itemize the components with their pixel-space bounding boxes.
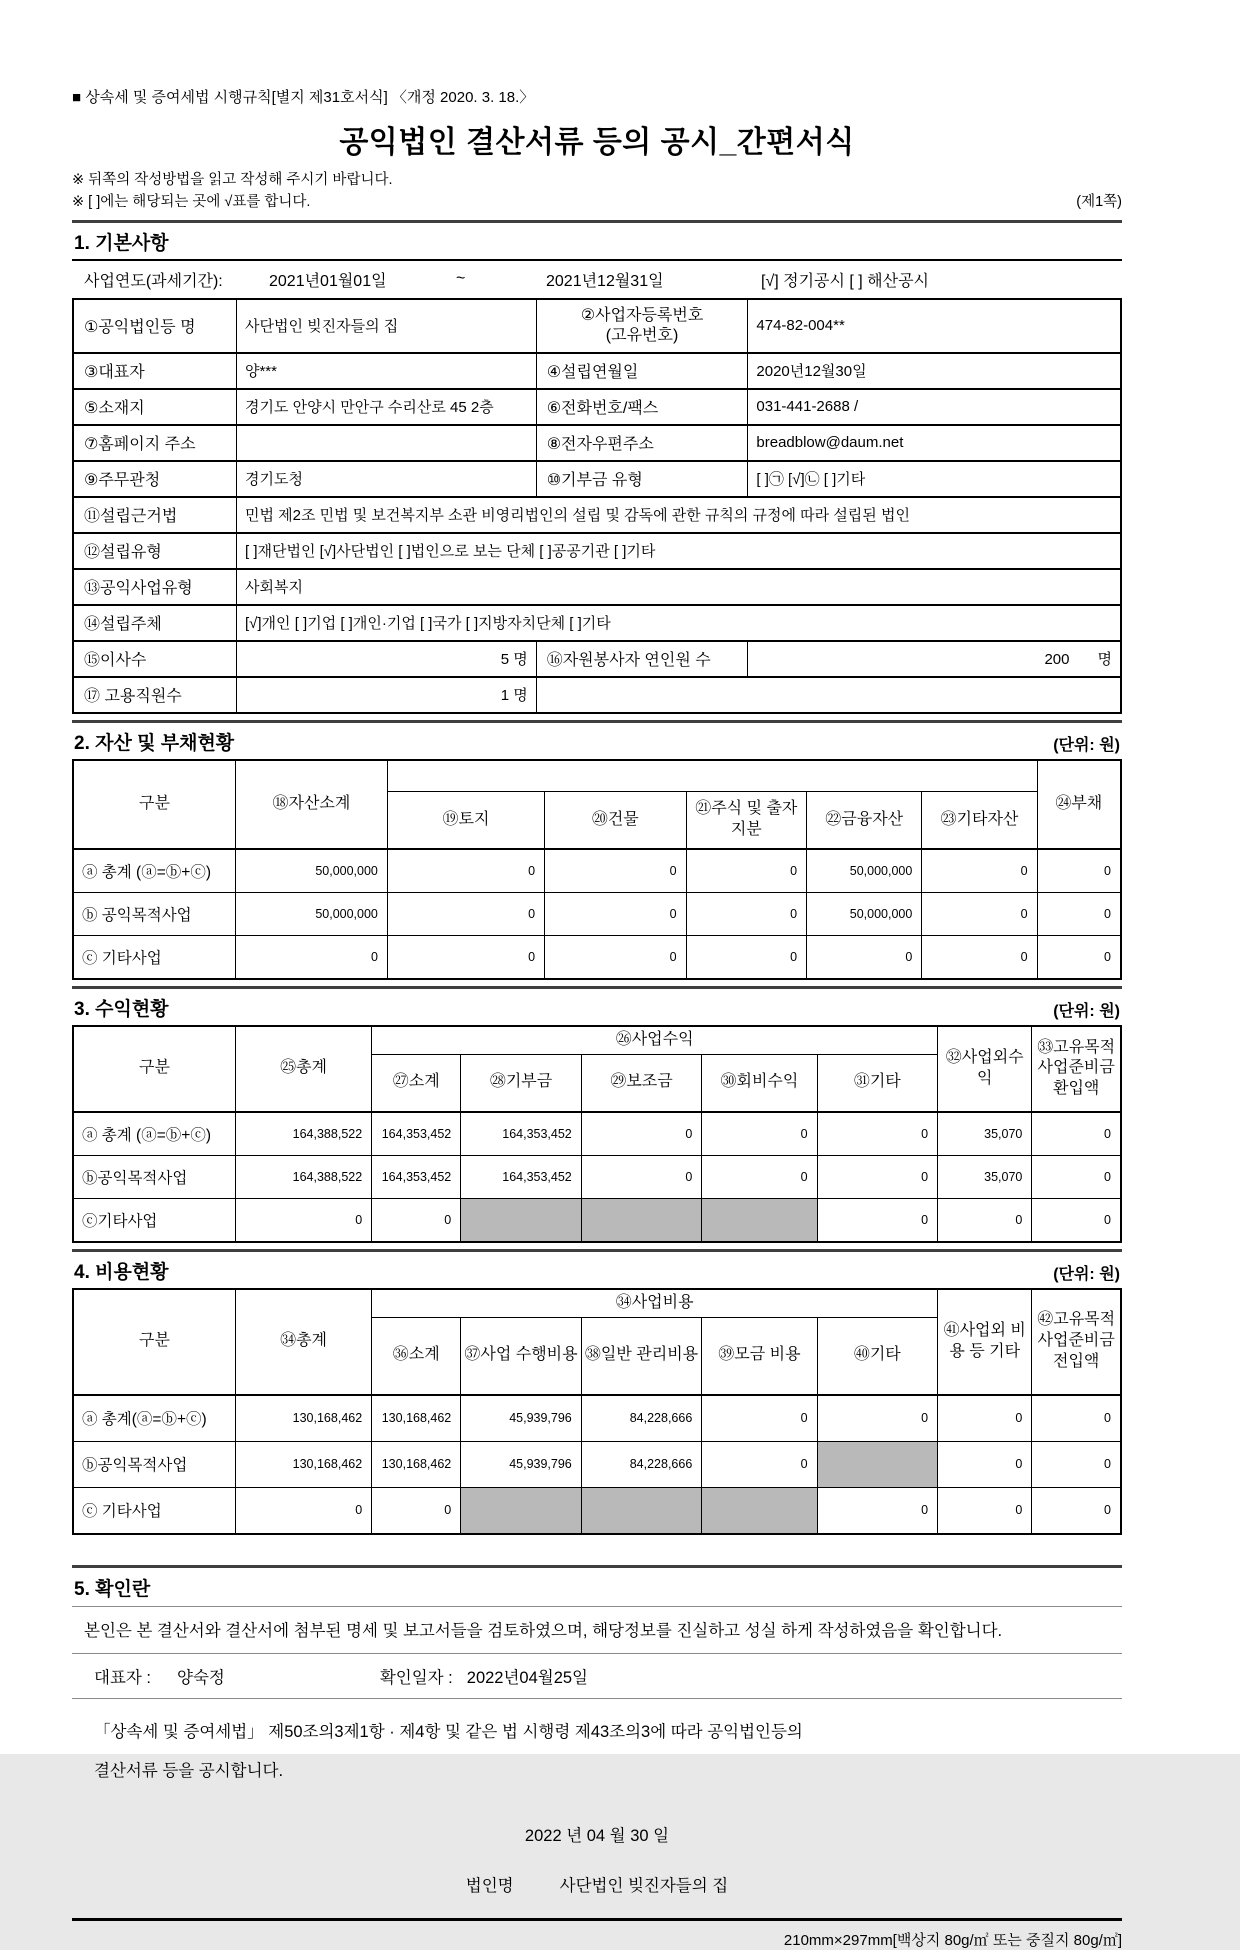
representative-sign-row bbox=[72, 1654, 1122, 1698]
section-expense-title bbox=[72, 1249, 1122, 1288]
table-cell: 0 bbox=[1037, 849, 1121, 893]
table-cell: 50,000,000 bbox=[235, 849, 387, 893]
table-cell: 0 bbox=[387, 935, 544, 979]
table-cell: 0 bbox=[1032, 1395, 1121, 1442]
expense-col-gubun: 구분 bbox=[73, 1289, 235, 1395]
donation-type-checkboxes: [ ]㉠ [√]㉡ [ ]기타 bbox=[748, 461, 1121, 497]
table-header-row bbox=[73, 1026, 1121, 1054]
section-basic-title-text: 1. 기본사항 bbox=[74, 232, 169, 254]
revenue-col-gubun: 구분 bbox=[73, 1026, 235, 1112]
table-cell: 0 bbox=[1032, 1112, 1121, 1156]
table-row bbox=[73, 1395, 1121, 1442]
assets-col-building: ⑳건물 bbox=[545, 791, 686, 849]
table-row bbox=[73, 1487, 1121, 1534]
table-cell: 0 bbox=[702, 1395, 817, 1442]
table-row bbox=[73, 569, 1121, 605]
table-cell: 0 bbox=[372, 1198, 461, 1242]
employees-count-value: 1 명 bbox=[236, 677, 536, 713]
founding-law-value: 민법 제2조 민법 및 보건복지부 소관 비영리법인의 설립 및 감독에 관한 규칙의 규정에 따라 설립된 법인 bbox=[236, 497, 1121, 533]
table-cell: 84,228,666 bbox=[581, 1395, 702, 1442]
disabled-cell bbox=[581, 1487, 702, 1534]
table-cell: 0 bbox=[235, 935, 387, 979]
revenue-row-other-label: ⓒ기타사업 bbox=[73, 1198, 235, 1242]
table-cell: 164,353,452 bbox=[461, 1112, 582, 1156]
table-cell: 0 bbox=[702, 1112, 817, 1156]
table-cell: 0 bbox=[938, 1395, 1032, 1442]
table-cell: 50,000,000 bbox=[807, 849, 922, 893]
revenue-col-nonbiz: ㉜사업외수익 bbox=[938, 1026, 1032, 1112]
founder-checkboxes: [√]개인 [ ]기업 [ ]개인·기업 [ ]국가 [ ]지방자치단체 [ ]기타 bbox=[236, 605, 1121, 641]
expense-col-subtotal: ㊱소계 bbox=[372, 1317, 461, 1395]
table-cell: 0 bbox=[817, 1198, 938, 1242]
corporation-name-line bbox=[72, 1872, 1122, 1896]
table-cell: 0 bbox=[387, 892, 544, 935]
volunteers-number: 200 bbox=[1044, 651, 1070, 669]
table-cell: 0 bbox=[817, 1395, 938, 1442]
table-cell: 50,000,000 bbox=[807, 892, 922, 935]
disclosure-type-checkboxes: [√] 정기공시 [ ] 해산공시 bbox=[761, 272, 929, 290]
disabled-cell bbox=[702, 1487, 817, 1534]
table-cell: 0 bbox=[372, 1487, 461, 1534]
expense-col-group: ㉞사업비용 bbox=[372, 1289, 938, 1317]
disabled-cell bbox=[581, 1198, 702, 1242]
address-label: ⑤소재지 bbox=[73, 389, 236, 425]
phone-fax-label: ⑥전화번호/팩스 bbox=[536, 389, 748, 425]
table-cell: 0 bbox=[1032, 1155, 1121, 1198]
expense-col-total: ㉞총계 bbox=[235, 1289, 371, 1395]
table-cell: 45,939,796 bbox=[461, 1441, 582, 1487]
assets-row-total-label: ⓐ 총계 (ⓐ=ⓑ+ⓒ) bbox=[73, 849, 235, 893]
table-row bbox=[73, 1441, 1121, 1487]
period-label: 사업연도(과세기간): bbox=[84, 272, 223, 290]
assets-col-other: ㉓기타자산 bbox=[922, 791, 1037, 849]
table-cell: 0 bbox=[235, 1198, 371, 1242]
disabled-cell bbox=[461, 1198, 582, 1242]
address-value: 경기도 안양시 만안구 수리산로 45 2층 bbox=[236, 389, 536, 425]
table-cell: 0 bbox=[686, 849, 807, 893]
expense-table bbox=[72, 1288, 1122, 1535]
expense-col-nonbiz: ㊶사업외 비용 등 기타 bbox=[938, 1289, 1032, 1395]
revenue-row-public-label: ⓑ공익목적사업 bbox=[73, 1155, 235, 1198]
section-expense-title-text: 4. 비용현황 bbox=[74, 1261, 169, 1283]
table-cell: 0 bbox=[1032, 1198, 1121, 1242]
expense-row-total-label: ⓐ 총계(ⓐ=ⓑ+ⓒ) bbox=[73, 1395, 235, 1442]
revenue-row-total-label: ⓐ 총계 (ⓐ=ⓑ+ⓒ) bbox=[73, 1112, 235, 1156]
page-number-marker: (제1쪽) bbox=[1076, 194, 1122, 211]
section-confirm-title: 5. 확인란 bbox=[72, 1565, 1122, 1607]
public-biz-type-label: ⑬공익사업유형 bbox=[73, 569, 236, 605]
assets-unit-label: (단위: 원) bbox=[1053, 736, 1120, 754]
table-cell: 0 bbox=[235, 1487, 371, 1534]
corp-name-label: ①공익법인등 명 bbox=[73, 299, 236, 353]
revenue-table bbox=[72, 1025, 1122, 1243]
table-cell: 164,353,452 bbox=[461, 1155, 582, 1198]
assets-table bbox=[72, 759, 1122, 980]
table-cell: 35,070 bbox=[938, 1155, 1032, 1198]
table-cell: 130,168,462 bbox=[372, 1441, 461, 1487]
table-cell: 0 bbox=[938, 1441, 1032, 1487]
table-cell: 0 bbox=[581, 1112, 702, 1156]
assets-col-stock: ㉑주식 및 출자지분 bbox=[686, 791, 807, 849]
note-checkmark: ※ [ ]에는 해당되는 곳에 √표를 합니다. bbox=[72, 194, 311, 211]
assets-col-debt: ㉔부채 bbox=[1037, 760, 1121, 849]
biz-reg-value: 474-82-004** bbox=[748, 299, 1121, 353]
biz-reg-label-line1: ②사업자등록번호 bbox=[580, 306, 704, 324]
table-row bbox=[73, 533, 1121, 569]
disabled-cell bbox=[817, 1441, 938, 1487]
email-label: ⑧전자우편주소 bbox=[536, 425, 748, 461]
section-basic-title bbox=[72, 220, 1122, 261]
period-start-date: 2021년01월01일 bbox=[269, 272, 387, 290]
public-biz-type-value: 사회복지 bbox=[236, 569, 1121, 605]
volunteers-count-value bbox=[748, 641, 1121, 677]
rep-label: 대표자 : bbox=[94, 1668, 151, 1687]
table-cell: 0 bbox=[938, 1487, 1032, 1534]
note-read-instructions: ※ 뒤쪽의 작성방법을 읽고 작성해 주시기 바랍니다. bbox=[72, 172, 393, 188]
form-title: 공익법인 결산서류 등의 공시_간편서식 bbox=[339, 126, 855, 159]
confirm-date-value: 2022년04월25일 bbox=[466, 1668, 588, 1687]
notes-row bbox=[72, 169, 1122, 214]
corp-name-label: 법인명 bbox=[465, 1876, 514, 1895]
email-value: breadblow@daum.net bbox=[748, 425, 1121, 461]
revenue-col-subtotal: ㉗소계 bbox=[372, 1054, 461, 1112]
section-assets-title-text: 2. 자산 및 부채현황 bbox=[74, 732, 235, 754]
assets-col-land: ⑲토지 bbox=[387, 791, 544, 849]
table-cell: 164,353,452 bbox=[372, 1155, 461, 1198]
corp-name-value: 사단법인 빚진자들의 집 bbox=[559, 1876, 729, 1895]
section-revenue-title bbox=[72, 986, 1122, 1025]
biz-reg-label-line2: (고유번호) bbox=[605, 326, 679, 344]
period-tilde: ~ bbox=[456, 270, 466, 288]
establishment-type-label: ⑫설립유형 bbox=[73, 533, 236, 569]
volunteers-unit: 명 bbox=[1097, 651, 1112, 669]
table-row bbox=[73, 849, 1121, 893]
table-row bbox=[73, 605, 1121, 641]
authority-label: ⑨주무관청 bbox=[73, 461, 236, 497]
table-cell: 0 bbox=[702, 1441, 817, 1487]
table-cell: 0 bbox=[686, 935, 807, 979]
corp-name-value: 사단법인 빚진자들의 집 bbox=[236, 299, 536, 353]
revenue-col-reserve: ㉝고유목적 사업준비금 환입액 bbox=[1032, 1026, 1121, 1112]
table-cell: 0 bbox=[807, 935, 922, 979]
section-assets-title bbox=[72, 720, 1122, 759]
table-cell: 0 bbox=[817, 1112, 938, 1156]
expense-row-other-label: ⓒ 기타사업 bbox=[73, 1487, 235, 1534]
revenue-col-other: ㉛기타 bbox=[817, 1054, 938, 1112]
table-row bbox=[73, 425, 1121, 461]
confirm-statement: 본인은 본 결산서와 결산서에 첨부된 명세 및 보고서들을 검토하였으며, 해당정보를 진실하고 성실 하게 작성하였음을 확인합니다. bbox=[84, 1621, 1003, 1640]
assets-col-subtotal: ⑱자산소계 bbox=[235, 760, 387, 849]
directors-count-label: ⑮이사수 bbox=[73, 641, 236, 677]
disabled-cell bbox=[461, 1487, 582, 1534]
employees-row-empty-cell bbox=[536, 677, 1121, 713]
legal-statement bbox=[72, 1699, 1122, 1792]
established-date-label: ④설립연월일 bbox=[536, 353, 748, 389]
revenue-col-group: ㉖사업수익 bbox=[372, 1026, 938, 1054]
revenue-unit-label: (단위: 원) bbox=[1053, 1002, 1120, 1020]
table-cell: 130,168,462 bbox=[235, 1441, 371, 1487]
founder-label: ⑭설립주체 bbox=[73, 605, 236, 641]
table-header-row bbox=[73, 1289, 1121, 1317]
table-cell: 164,353,452 bbox=[372, 1112, 461, 1156]
revenue-col-membership: ㉚회비수익 bbox=[702, 1054, 817, 1112]
assets-row-other-label: ⓒ 기타사업 bbox=[73, 935, 235, 979]
regulation-note: ■ 상속세 및 증여세법 시행규칙[별지 제31호서식] 〈개정 2020. 3. 18.〉 bbox=[72, 89, 535, 106]
volunteers-count-label: ⑯자원봉사자 연인원 수 bbox=[536, 641, 748, 677]
founding-law-label: ⑪설립근거법 bbox=[73, 497, 236, 533]
paper-spec-note: 210mm×297mm[백상지 80g/㎡ 또는 중질지 80g/㎡] bbox=[783, 1931, 1122, 1949]
donation-type-label: ⑩기부금 유형 bbox=[536, 461, 748, 497]
period-end-date: 2021년12월31일 bbox=[546, 272, 664, 290]
table-cell: 84,228,666 bbox=[581, 1441, 702, 1487]
table-cell: 45,939,796 bbox=[461, 1395, 582, 1442]
expense-col-program: ㊲사업 수행비용 bbox=[461, 1317, 582, 1395]
homepage-label: ⑦홈페이지 주소 bbox=[73, 425, 236, 461]
table-cell: 0 bbox=[1037, 892, 1121, 935]
table-cell: 0 bbox=[922, 849, 1037, 893]
confirm-date-group bbox=[380, 1664, 588, 1688]
assets-col-financial: ㉒금융자산 bbox=[807, 791, 922, 849]
table-cell: 35,070 bbox=[938, 1112, 1032, 1156]
confirm-date-label: 확인일자 : bbox=[379, 1668, 453, 1687]
table-cell: 0 bbox=[545, 935, 686, 979]
table-cell: 0 bbox=[817, 1487, 938, 1534]
table-cell: 0 bbox=[922, 935, 1037, 979]
representative-label: ③대표자 bbox=[73, 353, 236, 389]
table-cell: 0 bbox=[581, 1155, 702, 1198]
table-cell: 0 bbox=[702, 1155, 817, 1198]
table-row bbox=[73, 497, 1121, 533]
notes-block bbox=[72, 169, 393, 214]
table-row bbox=[73, 461, 1121, 497]
legal-statement-line2: 결산서류 등을 공시합니다. bbox=[94, 1762, 284, 1781]
table-row bbox=[73, 1198, 1121, 1242]
revenue-col-subsidy: ㉙보조금 bbox=[581, 1054, 702, 1112]
table-cell: 0 bbox=[1037, 935, 1121, 979]
table-row bbox=[73, 353, 1121, 389]
table-row bbox=[73, 389, 1121, 425]
table-cell: 0 bbox=[938, 1198, 1032, 1242]
table-cell: 130,168,462 bbox=[372, 1395, 461, 1442]
table-cell: 0 bbox=[922, 892, 1037, 935]
expense-row-public-label: ⓑ공익목적사업 bbox=[73, 1441, 235, 1487]
assets-header-band bbox=[387, 760, 1037, 792]
basic-info-table bbox=[72, 298, 1122, 714]
table-row bbox=[73, 677, 1121, 713]
representative-value: 양*** bbox=[236, 353, 536, 389]
revenue-col-donation: ㉘기부금 bbox=[461, 1054, 582, 1112]
disabled-cell bbox=[702, 1198, 817, 1242]
table-cell: 0 bbox=[686, 892, 807, 935]
biz-reg-label bbox=[536, 299, 748, 353]
table-row bbox=[73, 299, 1121, 353]
table-row bbox=[73, 1112, 1121, 1156]
table-cell: 0 bbox=[817, 1155, 938, 1198]
phone-fax-value: 031-441-2688 / bbox=[748, 389, 1121, 425]
expense-col-reserve: ㊷고유목적 사업준비금 전입액 bbox=[1032, 1289, 1121, 1395]
revenue-col-total: ㉕총계 bbox=[235, 1026, 371, 1112]
expense-col-admin: ㊳일반 관리비용 bbox=[581, 1317, 702, 1395]
section-revenue-title-text: 3. 수익현황 bbox=[74, 998, 169, 1020]
table-row bbox=[73, 1155, 1121, 1198]
table-header-row bbox=[73, 760, 1121, 792]
table-cell: 164,388,522 bbox=[235, 1112, 371, 1156]
rep-name: 양숙정 bbox=[177, 1668, 225, 1687]
table-row bbox=[73, 892, 1121, 935]
table-row bbox=[73, 935, 1121, 979]
table-cell: 164,388,522 bbox=[235, 1155, 371, 1198]
table-cell: 0 bbox=[545, 892, 686, 935]
table-cell: 0 bbox=[1032, 1441, 1121, 1487]
establishment-type-checkboxes: [ ]재단법인 [√]사단법인 [ ]법인으로 보는 단체 [ ]공공기관 [ ]기타 bbox=[236, 533, 1121, 569]
expense-col-fundraising: ㊴모금 비용 bbox=[702, 1317, 817, 1395]
table-cell: 0 bbox=[1032, 1487, 1121, 1534]
homepage-value bbox=[236, 425, 536, 461]
business-period-row bbox=[72, 261, 1122, 298]
table-cell: 0 bbox=[387, 849, 544, 893]
assets-col-gubun: 구분 bbox=[73, 760, 235, 849]
expense-unit-label: (단위: 원) bbox=[1053, 1265, 1120, 1283]
authority-value: 경기도청 bbox=[236, 461, 536, 497]
table-cell: 50,000,000 bbox=[235, 892, 387, 935]
employees-count-label: ⑰ 고용직원수 bbox=[73, 677, 236, 713]
assets-row-public-label: ⓑ 공익목적사업 bbox=[73, 892, 235, 935]
table-cell: 130,168,462 bbox=[235, 1395, 371, 1442]
table-row bbox=[73, 641, 1121, 677]
submission-date: 2022 년 04 월 30 일 bbox=[524, 1826, 670, 1845]
directors-count-value: 5 명 bbox=[236, 641, 536, 677]
expense-col-other: ㊵기타 bbox=[817, 1317, 938, 1395]
table-cell: 0 bbox=[545, 849, 686, 893]
legal-statement-line1: 「상속세 및 증여세법」 제50조의3제1항 · 제4항 및 같은 법 시행령 제43조의3에 따라 공익법인등의 bbox=[94, 1722, 803, 1741]
established-date-value: 2020년12월30일 bbox=[748, 353, 1121, 389]
